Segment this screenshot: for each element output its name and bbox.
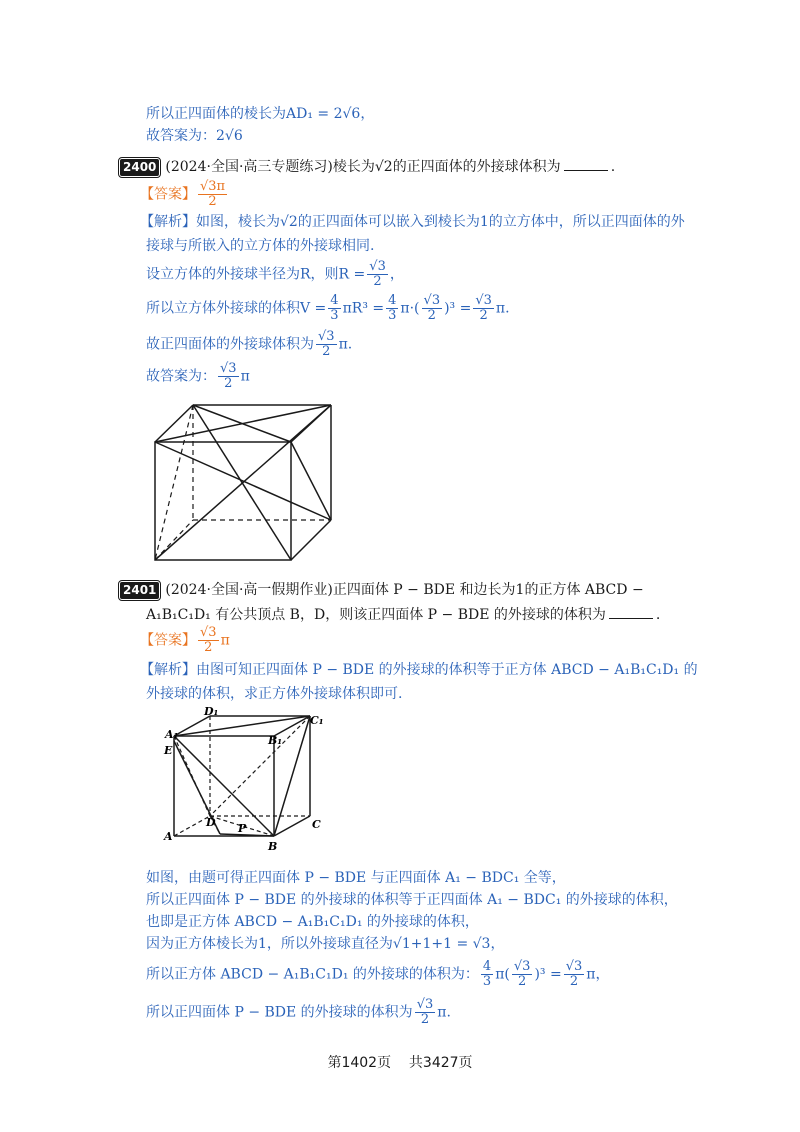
analysis-label: 【解析】 — [140, 662, 196, 678]
label-E: E — [164, 744, 173, 757]
label-C: C — [312, 818, 321, 831]
label-D1: D₁ — [204, 706, 219, 718]
label-A1: A₁ — [165, 728, 179, 741]
cube-figure-2400 — [150, 400, 340, 565]
label-D: D — [206, 816, 216, 829]
question-number: 2400 — [120, 159, 159, 176]
label-C1: C₁ — [310, 714, 324, 727]
answer-label: 【答案】 — [140, 186, 196, 203]
solution-2401-line-3: 也即是正方体 ABCD − A₁B₁C₁D₁ 的外接球的体积， — [146, 914, 479, 930]
answer-2401: 【答案】 $\frac{√3}{2}$ π — [140, 625, 230, 655]
question-2401-stem-2: A₁B₁C₁D₁ 有公共顶点 B，D，则该正四面体 P − BDE 的外接球的体积为 . — [146, 604, 660, 625]
analysis-2400-line-5: 故正四面体的外接球体积为 $\frac{√3}{2}$ π. — [146, 329, 353, 359]
cube-figure-2401 — [160, 706, 330, 856]
page-number: 第1402页 — [327, 1055, 392, 1071]
answer-label: 【答案】 — [140, 632, 196, 649]
label-A: A — [164, 830, 173, 843]
solution-2401-line-2: 所以正四面体 P − BDE 的外接球的体积等于正四面体 A₁ − BDC₁ 的外接球的体积， — [146, 892, 678, 908]
label-P: P — [238, 822, 247, 835]
label-B1: B₁ — [268, 734, 283, 747]
label-B: B — [268, 840, 278, 853]
prev-line-2: 故答案为：2√6 — [146, 128, 243, 144]
analysis-label: 【解析】 — [140, 214, 196, 230]
analysis-2400-line-4: 所以立方体外接球的体积V = $\frac{4}{3}$ πR³ = $\frac{4}{3}$ π·( $\frac{√3}{2}$ )³ = $\frac{√3}{2}$ π. — [146, 293, 510, 323]
answer-2400 — [140, 180, 229, 209]
solution-2401-line-5: 所以正方体 ABCD − A₁B₁C₁D₁ 的外接球的体积为： $\frac{4}{3}$ π( $\frac{√3}{2}$ )³ = $\frac{√3}{2}$ π， — [146, 959, 610, 989]
total-pages: 共3427页 — [408, 1055, 473, 1071]
question-2400-stem: 2400 (2024·全国·高三专题练习)棱长为√2的正四面体的外接球体积为 . — [120, 156, 615, 177]
solution-2401-line-6: 所以正四面体 P − BDE 的外接球的体积为 $\frac{√3}{2}$ π. — [146, 997, 451, 1027]
analysis-2400-line-2: 接球与所嵌入的立方体的外接球相同. — [146, 238, 375, 254]
analysis-2400-line-6: 故答案为： $\frac{√3}{2}$ π — [146, 361, 250, 391]
analysis-2400-line-3: 设立方体的外接球半径为R，则R = $\frac{√3}{2}$ ， — [146, 259, 404, 289]
solution-2401-line-4: 因为正方体棱长为1，所以外接球直径为√1+1+1 = √3， — [146, 936, 505, 952]
answer-fraction: $\frac{√3\pi}{2}$ — [200, 179, 226, 209]
prev-line-1: 所以正四面体的棱长为AD₁ = 2√6， — [146, 106, 375, 122]
page-footer — [0, 1052, 800, 1072]
question-2401-stem-1: 2401 (2024·全国·高一假期作业)正四面体 P − BDE 和边长为1的正方体 ABCD − — [120, 580, 644, 600]
analysis-2401-line-2: 外接球的体积，求正方体外接球体积即可. — [146, 686, 403, 702]
solution-2401-line-1: 如图，由题可得正四面体 P − BDE 与正四面体 A₁ − BDC₁ 全等， — [146, 870, 566, 886]
answer-blank — [609, 604, 653, 619]
analysis-2400-line-1: 【解析】如图，棱长为√2的正四面体可以嵌入到棱长为1的立方体中，所以正四面体的外 — [140, 214, 685, 230]
question-number: 2401 — [120, 582, 159, 599]
answer-blank — [564, 156, 608, 171]
analysis-2401-line-1: 【解析】由图可知正四面体 P − BDE 的外接球的体积等于正方体 ABCD − A₁B₁C₁D₁ 的 — [140, 662, 698, 678]
